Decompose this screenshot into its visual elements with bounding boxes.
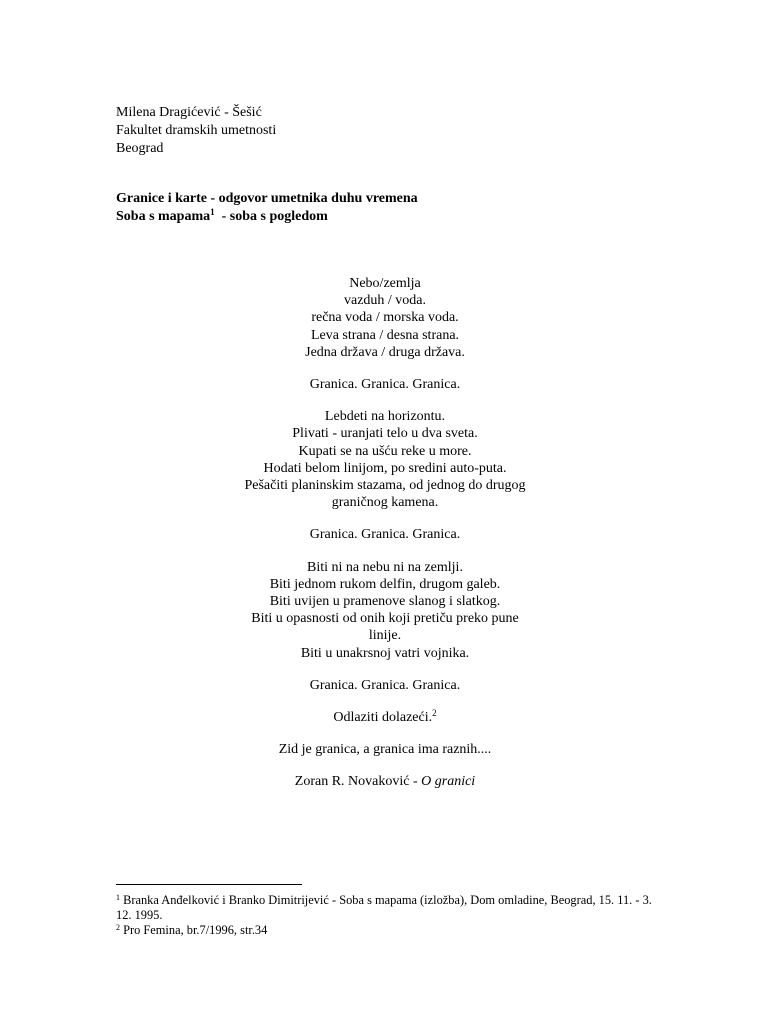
poem-wall-line: Zid je granica, a granica ima raznih....: [278, 742, 492, 758]
subtitle-part-b: - soba s pogledom: [214, 209, 328, 224]
poem-line: Lebdeti na horizontu.: [324, 409, 446, 425]
document-subtitle: [116, 208, 418, 226]
stanza-3: [170, 559, 600, 662]
footnote-ref-1: 1: [210, 207, 215, 217]
footnote-text: Branka Anđelković i Branko Dimitrijević - Soba s mapama (izložba), Dom omladine, Beograd, 15. 11. - 3. 12. 1995.: [116, 893, 652, 922]
footnote-1: [116, 893, 656, 923]
poem-line: Pešačiti planinskim stazama, od jednog do drugog: [244, 478, 526, 494]
poem-attribution: [170, 773, 600, 790]
poem-line: rečna voda / morska voda.: [311, 310, 459, 326]
footnote-separator: [116, 884, 302, 885]
footnote-2: [116, 923, 656, 938]
subtitle-part-a: Soba s mapama: [116, 209, 211, 224]
poem-line: Hodati belom linijom, po sredini auto-puta.: [263, 460, 507, 476]
poem-refrain: Granica. Granica. Granica.: [309, 377, 461, 393]
attribution-work: O granici: [421, 774, 476, 790]
footnote-number: 1: [116, 893, 120, 902]
poem-refrain: Granica. Granica. Granica.: [309, 677, 461, 693]
institution: Fakultet dramskih umetnosti: [116, 123, 277, 138]
city: Beograd: [116, 141, 164, 156]
attribution-author: Zoran R. Novaković -: [294, 774, 422, 790]
poem-line: Biti ni na nebu ni na zemlji.: [307, 559, 463, 575]
poem-line: Kupati se na ušću reke u more.: [298, 443, 472, 459]
poem-line: Biti jednom rukom delfin, drugom galeb.: [269, 576, 501, 592]
poem-line: Nebo/zemlja: [349, 276, 421, 291]
leaving-text: Odlaziti dolazeći.: [333, 710, 433, 726]
footnote-text: Pro Femina, br.7/1996, str.34: [120, 923, 268, 937]
poem-line: Plivati - uranjati telo u dva sveta.: [292, 426, 478, 442]
poem-line: Biti uvijen u pramenove slanog i slatkog.: [269, 594, 501, 610]
poem-line: Biti u opasnosti od onih koji pretiču preko pune: [251, 611, 519, 627]
document-title: Granice i karte - odgovor umetnika duhu vremena: [116, 191, 418, 206]
stanza-2: [170, 408, 600, 511]
footnotes: [116, 893, 656, 938]
footnote-number: 2: [116, 923, 120, 932]
poem-line: Jedna država / druga država.: [305, 344, 465, 360]
author-name: Milena Dragićević - Šešić: [116, 105, 262, 120]
title-block: [116, 190, 418, 226]
poem-line: Biti u unakrsnoj vatri vojnika.: [300, 645, 470, 661]
poem-line: vazduh / voda.: [343, 293, 427, 309]
stanza-1: [170, 275, 600, 361]
poem-line: Leva strana / desna strana.: [310, 327, 460, 343]
author-block: [116, 104, 276, 158]
poem-leaving-line: [170, 709, 600, 726]
poem-refrain: Granica. Granica. Granica.: [309, 527, 461, 543]
poem-line: graničnog kamena.: [331, 495, 439, 511]
poem-line: linije.: [368, 628, 402, 644]
footnote-ref-2: 2: [432, 708, 437, 719]
epigraph-poem: [170, 275, 600, 791]
